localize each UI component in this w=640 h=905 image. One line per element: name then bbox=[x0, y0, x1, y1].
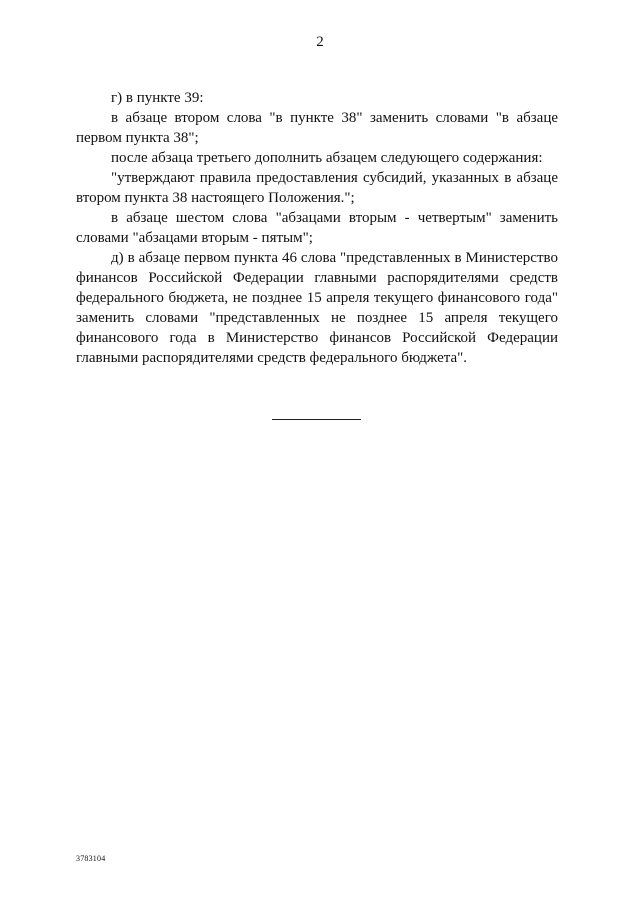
end-separator-line bbox=[272, 419, 361, 420]
paragraph-quoted-rules: "утверждают правила предоставления субсидий, указанных в абзаце втором пункта 38 настоящего Положения."; bbox=[76, 170, 558, 206]
paragraph-sixth-abzac: в абзаце шестом слова "абзацами вторым - четвертым" заменить словами "абзацами вторым - пятым"; bbox=[76, 210, 558, 246]
paragraph-item-g: г) в пункте 39: bbox=[111, 90, 204, 106]
document-body bbox=[76, 88, 558, 368]
paragraph-third-abzac: после абзаца третьего дополнить абзацем следующего содержания: bbox=[111, 150, 543, 166]
document-code: 3783104 bbox=[76, 854, 106, 863]
page-number: 2 bbox=[316, 34, 324, 50]
paragraph-second-abzac: в абзаце втором слова "в пункте 38" заменить словами "в абзаце первом пункта 38"; bbox=[76, 110, 558, 146]
paragraph-item-d: д) в абзаце первом пункта 46 слова "представленных в Министерство финансов Российской Федерации главными распорядителями средств федерального бюджета, не позднее 15 апреля текущего финансового года" заменить словами "представленных не позднее 15 апреля текущего финансового года в Министерство финансов Российской Федерации главными распорядителями средств федерального бюджета". bbox=[76, 250, 558, 366]
